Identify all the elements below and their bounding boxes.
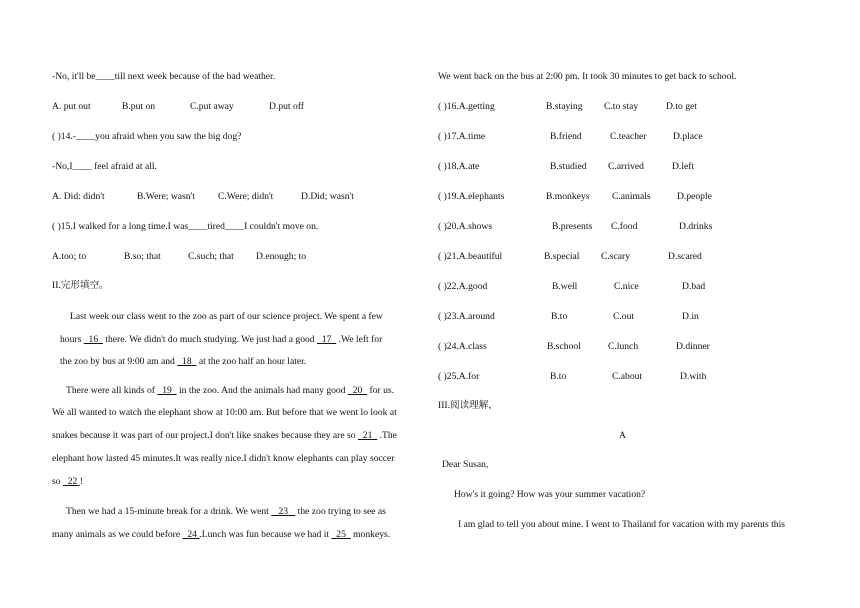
q13-option-d[interactable]: D.put off: [269, 101, 304, 112]
text-segment: Then we had a 15-minute break for a drink. We went: [66, 506, 269, 517]
q20-option-b[interactable]: B.presents: [552, 221, 593, 232]
q16-option-b[interactable]: B.staying: [546, 101, 583, 112]
q23-option-a[interactable]: ( )23.A.around: [438, 311, 495, 322]
cloze-paragraph-3-line-1: [66, 506, 386, 518]
text-segment: !: [79, 476, 83, 487]
q20-option-c[interactable]: C.food: [611, 221, 638, 232]
q18-option-a[interactable]: ( )18.A.ate: [438, 161, 480, 172]
blank-number: 20: [352, 385, 363, 396]
q21-option-b[interactable]: B.special: [544, 251, 580, 262]
section-3-heading: III.阅读理解，: [438, 400, 498, 411]
q21-option-d[interactable]: D.scared: [668, 251, 702, 262]
text-segment: at the zoo half an hour later.: [198, 356, 307, 367]
passage-label: A: [619, 430, 626, 441]
blank-23[interactable]: [271, 506, 295, 517]
blank-number: 24: [187, 529, 197, 540]
blank-number: 22: [67, 476, 78, 487]
q15-option-b[interactable]: B.so; that: [124, 251, 161, 262]
text-segment: many animals as we could before: [52, 529, 181, 540]
blank-number: 23: [278, 506, 289, 517]
q22-option-b[interactable]: B.well: [552, 281, 578, 292]
q14-option-a[interactable]: A. Did: didn't: [52, 191, 105, 202]
q18-option-b[interactable]: B.studied: [550, 161, 587, 172]
q24-option-a[interactable]: ( )24.A.class: [438, 341, 487, 352]
q23-option-c[interactable]: C.out: [613, 311, 635, 322]
cloze-paragraph-2-line-1: [66, 385, 394, 397]
q17-option-a[interactable]: ( )17.A.time: [438, 131, 486, 142]
q21-option-c[interactable]: C.scary: [601, 251, 631, 262]
q17-option-b[interactable]: B.friend: [550, 131, 582, 142]
q15-option-a[interactable]: A.too; to: [52, 251, 87, 262]
q25-option-a[interactable]: ( )25.A.for: [438, 371, 480, 382]
cloze-paragraph-1-line-2: [60, 334, 382, 346]
cloze-paragraph-end: We went back on the bus at 2:00 pm. It took 30 minutes to get back to school.: [438, 71, 737, 82]
blank-18[interactable]: [177, 356, 196, 367]
letter-line-2: I am glad to tell you about mine. I went to Thailand for vacation with my parents this: [458, 519, 786, 530]
text-segment: the zoo by bus at 9:00 am and: [60, 356, 175, 367]
blank-number: 19: [162, 385, 172, 396]
q22-option-d[interactable]: D.bad: [682, 281, 706, 292]
text-segment: for us.: [369, 385, 395, 396]
q14-stem: ( )14.-____you afraid when you saw the big dog?: [52, 131, 242, 142]
blank-20[interactable]: [348, 385, 367, 396]
letter-line-1: How's it going? How was your summer vacation?: [454, 489, 646, 500]
q13-option-b[interactable]: B.put on: [122, 101, 156, 112]
q15-option-d[interactable]: D.enough; to: [256, 251, 307, 262]
q14-option-d[interactable]: D.Did; wasn't: [301, 191, 354, 202]
q14-option-b[interactable]: B.Were; wasn't: [137, 191, 195, 202]
text-segment: monkeys.: [353, 529, 391, 540]
q13-option-c[interactable]: C.put away: [190, 101, 234, 112]
text-segment: snakes because it was part of our project.I don't like snakes because they are so: [52, 430, 356, 441]
q16-option-d[interactable]: D.to get: [666, 101, 697, 112]
blank-number: 16: [88, 334, 99, 345]
q24-option-c[interactable]: C.lunch: [608, 341, 639, 352]
q14-continuation: -No,I____ feel afraid at all.: [52, 161, 157, 172]
blank-number: 18: [182, 356, 192, 367]
blank-22[interactable]: [63, 476, 80, 487]
q18-option-c[interactable]: C.arrived: [608, 161, 644, 172]
cloze-paragraph-2-line-2: We all wanted to watch the elephant show at 10:00 am. But before that we went lo look at: [52, 407, 397, 418]
q25-option-d[interactable]: D.with: [680, 371, 707, 382]
q24-option-b[interactable]: B.school: [547, 341, 581, 352]
letter-greeting: Dear Susan,: [442, 459, 489, 470]
q23-option-b[interactable]: B.to: [551, 311, 568, 322]
blank-19[interactable]: [157, 385, 176, 396]
q19-option-c[interactable]: C.animals: [612, 191, 651, 202]
blank-24[interactable]: [183, 529, 200, 540]
q15-option-c[interactable]: C.such; that: [188, 251, 234, 262]
cloze-paragraph-2-line-5: [52, 476, 83, 488]
blank-25[interactable]: [332, 529, 351, 540]
text-segment: .The: [379, 430, 397, 441]
q19-option-a[interactable]: ( )19.A.elephants: [438, 191, 505, 202]
cloze-paragraph-2-line-4: elephant how lasted 45 minutes.It was really nice.I didn't know elephants can play soccer: [52, 453, 395, 464]
blank-number: 21: [362, 430, 373, 441]
blank-21[interactable]: [358, 430, 377, 441]
text-segment: There were all kinds of: [66, 385, 155, 396]
text-segment: in the zoo. And the animals had many good: [178, 385, 346, 396]
q13-option-a[interactable]: A. put out: [52, 101, 91, 112]
q22-option-c[interactable]: C.nice: [614, 281, 639, 292]
text-segment: so: [52, 476, 61, 487]
blank-number: 17: [321, 334, 332, 345]
q19-option-d[interactable]: D.people: [677, 191, 712, 202]
q25-option-b[interactable]: B.to: [550, 371, 567, 382]
q15-stem: ( )15.I walked for a long time.I was____tired____I couldn't move on.: [52, 221, 319, 232]
blank-number: 25: [336, 529, 346, 540]
text-segment: .We left for: [338, 334, 383, 345]
q16-option-c[interactable]: C.to stay: [604, 101, 639, 112]
cloze-paragraph-3-line-2: [52, 529, 390, 541]
q20-option-a[interactable]: ( )20.A.shows: [438, 221, 493, 232]
cloze-paragraph-1-line-1: Last week our class went to the zoo as part of our science project. We spent a few: [70, 311, 383, 322]
text-segment: the zoo trying to see as: [297, 506, 386, 517]
blank-17[interactable]: [317, 334, 336, 345]
q19-option-b[interactable]: B.monkeys: [546, 191, 590, 202]
q18-option-d[interactable]: D.left: [672, 161, 695, 172]
q14-option-c[interactable]: C.Were; didn't: [218, 191, 274, 202]
q13-continuation: -No, it'll be____till next week because of the bad weather.: [52, 71, 276, 82]
text-segment: .Lunch was fun because we had it: [199, 529, 330, 540]
text-segment: there. We didn't do much studying. We just had a good: [105, 334, 315, 345]
q24-option-d[interactable]: D.dinner: [676, 341, 710, 352]
cloze-paragraph-1-line-3: [60, 356, 306, 368]
q22-option-a[interactable]: ( )22.A.good: [438, 281, 488, 292]
q17-option-c[interactable]: C.teacher: [610, 131, 647, 142]
text-segment: hours: [60, 334, 82, 345]
q16-option-a[interactable]: ( )16.A.getting: [438, 101, 495, 112]
q21-option-a[interactable]: ( )21.A.beautiful: [438, 251, 503, 262]
q23-option-d[interactable]: D.in: [682, 311, 699, 322]
blank-16[interactable]: [84, 334, 103, 345]
cloze-paragraph-2-line-3: [52, 430, 397, 442]
q20-option-d[interactable]: D.drinks: [679, 221, 713, 232]
q17-option-d[interactable]: D.place: [673, 131, 703, 142]
section-2-heading: II.完形填空。: [52, 280, 109, 291]
q25-option-c[interactable]: C.about: [612, 371, 643, 382]
